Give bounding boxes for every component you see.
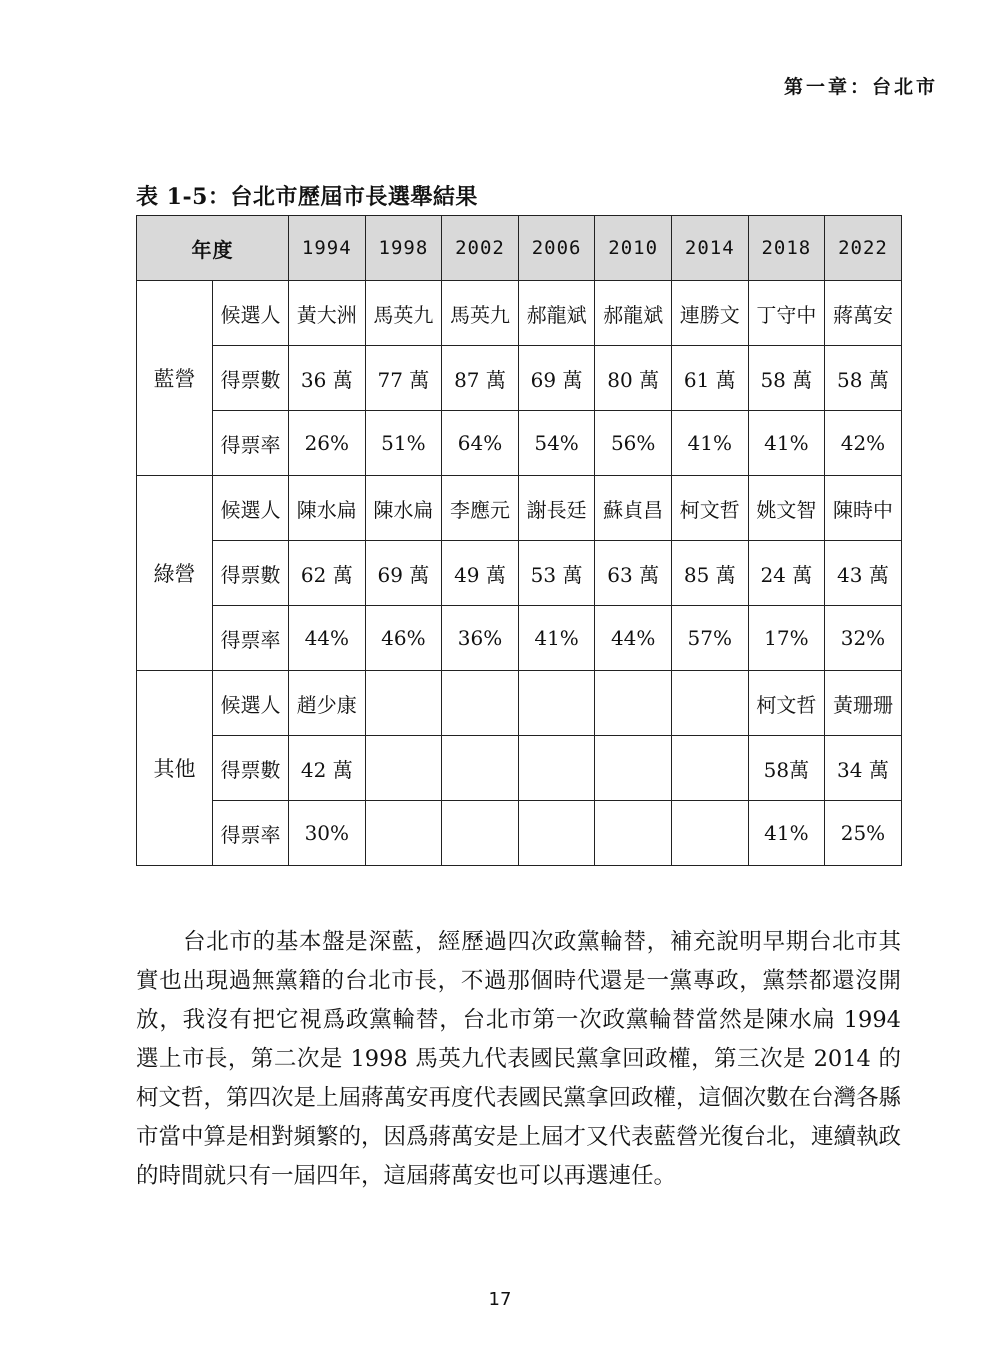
election-results-table xyxy=(136,215,902,866)
table-cell: 51% xyxy=(365,411,442,476)
table-cell xyxy=(518,671,595,736)
table-header-row xyxy=(137,216,902,281)
table-cell: 謝長廷 xyxy=(518,476,595,541)
candidate-row xyxy=(137,671,902,736)
table-cell xyxy=(671,671,748,736)
table-cell: 77 萬 xyxy=(365,346,442,411)
year-2022: 2022 xyxy=(825,216,902,281)
body-paragraph: 台北市的基本盤是深藍，經歷過四次政黨輪替，補充說明早期台北市其實也出現過無黨籍的台北市長，不過那個時代還是一黨專政，黨禁都還沒開放，我沒有把它視爲政黨輪替，台北市第一次政黨輪替當然是陳水扁 1994 選上市長，第二次是 1998 馬英九代表國民黨拿回政權，第三次是 2014 的柯文哲，第四次是上屆蔣萬安再度代表國民黨拿回政權，這個次數在台灣各縣市當中算是相對頻繁的，因爲蔣萬安是上屆才又代表藍營光復台北，連續執政的時間就只有一屆四年，這屆蔣萬安也可以再選連任。 xyxy=(136,929,902,1189)
metric-label: 候選人 xyxy=(213,281,289,346)
table-cell: 柯文哲 xyxy=(748,671,825,736)
table-cell xyxy=(671,801,748,866)
table-cell: 趙少康 xyxy=(289,671,366,736)
candidate-row xyxy=(137,476,902,541)
table-caption: 表 1-5：台北市歷屆市長選舉結果 xyxy=(136,184,478,210)
table-cell: 連勝文 xyxy=(671,281,748,346)
table-cell xyxy=(671,736,748,801)
table-cell xyxy=(365,736,442,801)
table-cell: 44% xyxy=(595,606,672,671)
table-cell: 62 萬 xyxy=(289,541,366,606)
table-cell: 陳水扁 xyxy=(365,476,442,541)
table-cell: 69 萬 xyxy=(518,346,595,411)
table-cell xyxy=(518,736,595,801)
table-cell: 32% xyxy=(825,606,902,671)
metric-label: 得票率 xyxy=(213,411,289,476)
metric-label: 得票率 xyxy=(213,801,289,866)
table-cell xyxy=(595,671,672,736)
camp-label: 其他 xyxy=(137,671,213,866)
table-cell: 41% xyxy=(748,801,825,866)
table-cell: 80 萬 xyxy=(595,346,672,411)
table-cell: 61 萬 xyxy=(671,346,748,411)
table-cell: 64% xyxy=(442,411,519,476)
table-cell xyxy=(442,801,519,866)
table-cell: 54% xyxy=(518,411,595,476)
table-cell: 87 萬 xyxy=(442,346,519,411)
table-body xyxy=(137,281,902,866)
rate-row xyxy=(137,606,902,671)
table-cell: 郝龍斌 xyxy=(518,281,595,346)
year-2006: 2006 xyxy=(518,216,595,281)
table-cell: 63 萬 xyxy=(595,541,672,606)
candidate-row xyxy=(137,281,902,346)
table-cell: 陳時中 xyxy=(825,476,902,541)
table-cell: 58 萬 xyxy=(748,346,825,411)
table-cell: 41% xyxy=(748,411,825,476)
table-cell: 42% xyxy=(825,411,902,476)
table-cell xyxy=(365,671,442,736)
table-cell xyxy=(595,801,672,866)
table-cell: 陳水扁 xyxy=(289,476,366,541)
year-2002: 2002 xyxy=(442,216,519,281)
table-cell: 85 萬 xyxy=(671,541,748,606)
table-cell: 41% xyxy=(518,606,595,671)
metric-label: 得票數 xyxy=(213,541,289,606)
year-2010: 2010 xyxy=(595,216,672,281)
table-cell: 49 萬 xyxy=(442,541,519,606)
table-cell: 黃大洲 xyxy=(289,281,366,346)
table-cell: 58 萬 xyxy=(825,346,902,411)
table-cell: 57% xyxy=(671,606,748,671)
votes-row xyxy=(137,541,902,606)
table-cell: 丁守中 xyxy=(748,281,825,346)
metric-label: 得票數 xyxy=(213,736,289,801)
table-cell: 姚文智 xyxy=(748,476,825,541)
votes-row xyxy=(137,736,902,801)
year-2018: 2018 xyxy=(748,216,825,281)
table-cell: 53 萬 xyxy=(518,541,595,606)
table-cell: 36% xyxy=(442,606,519,671)
table-cell: 蘇貞昌 xyxy=(595,476,672,541)
table-cell: 17% xyxy=(748,606,825,671)
table-cell: 30% xyxy=(289,801,366,866)
table-cell: 42 萬 xyxy=(289,736,366,801)
metric-label: 得票率 xyxy=(213,606,289,671)
table-cell: 李應元 xyxy=(442,476,519,541)
table-cell: 黃珊珊 xyxy=(825,671,902,736)
table-cell: 26% xyxy=(289,411,366,476)
year-header: 年度 xyxy=(137,216,289,281)
table-cell: 馬英九 xyxy=(365,281,442,346)
table-cell: 43 萬 xyxy=(825,541,902,606)
rate-row xyxy=(137,801,902,866)
table-cell: 41% xyxy=(671,411,748,476)
table-cell xyxy=(595,736,672,801)
table-cell: 柯文哲 xyxy=(671,476,748,541)
year-1998: 1998 xyxy=(365,216,442,281)
table-cell xyxy=(518,801,595,866)
table-cell: 56% xyxy=(595,411,672,476)
table-cell: 馬英九 xyxy=(442,281,519,346)
table-cell xyxy=(442,736,519,801)
table-cell: 蔣萬安 xyxy=(825,281,902,346)
metric-label: 得票數 xyxy=(213,346,289,411)
rate-row xyxy=(137,411,902,476)
table-cell: 46% xyxy=(365,606,442,671)
table-cell: 34 萬 xyxy=(825,736,902,801)
votes-row xyxy=(137,346,902,411)
table-cell xyxy=(442,671,519,736)
camp-label: 綠營 xyxy=(137,476,213,671)
metric-label: 候選人 xyxy=(213,671,289,736)
table-cell: 69 萬 xyxy=(365,541,442,606)
metric-label: 候選人 xyxy=(213,476,289,541)
table-cell: 36 萬 xyxy=(289,346,366,411)
table-cell: 58萬 xyxy=(748,736,825,801)
table-cell: 郝龍斌 xyxy=(595,281,672,346)
running-header: 第一章：台北市 xyxy=(783,76,938,98)
table-cell: 44% xyxy=(289,606,366,671)
page-number: 17 xyxy=(488,1289,512,1310)
camp-label: 藍營 xyxy=(137,281,213,476)
year-2014: 2014 xyxy=(671,216,748,281)
table-cell: 24 萬 xyxy=(748,541,825,606)
table-cell xyxy=(365,801,442,866)
table-cell: 25% xyxy=(825,801,902,866)
year-1994: 1994 xyxy=(289,216,366,281)
